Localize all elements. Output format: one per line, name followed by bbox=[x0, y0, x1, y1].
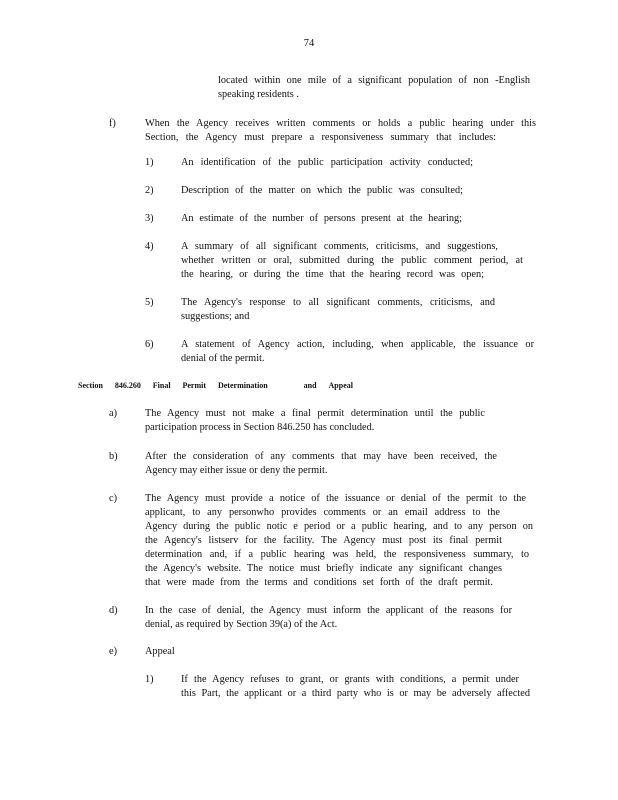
f-item-1-num: 1) bbox=[145, 157, 154, 168]
section-word-4: and bbox=[303, 381, 317, 390]
subsection-b-line-2: Agency may either issue or deny the permit. bbox=[145, 465, 328, 476]
page-number: 74 bbox=[303, 38, 315, 49]
f-item-5-num: 5) bbox=[145, 297, 154, 308]
section-number: 846.260 bbox=[114, 381, 141, 390]
subsection-c-line-5: determination and, if a public hearing was held, the responsiveness summary, to bbox=[145, 549, 529, 560]
f-item-3-line: An estimate of the number of persons present at the hearing; bbox=[181, 213, 462, 224]
subsection-d-line-2: denial, as required by Section 39(a) of the Act. bbox=[145, 619, 338, 630]
intro-line-2: speaking residents . bbox=[218, 89, 299, 100]
subsection-c-line-2: applicant, to any personwho provides comments or an email address to the bbox=[145, 507, 500, 518]
f-item-4-line-3: the hearing, or during the time that the hearing record was open; bbox=[181, 269, 484, 280]
e-item-1-line-1: If the Agency refuses to grant, or grants with conditions, a permit under bbox=[181, 674, 519, 685]
f-item-3-num: 3) bbox=[145, 213, 154, 224]
subsection-f-line-2: Section, the Agency must prepare a responsiveness summary that includes: bbox=[145, 132, 496, 143]
section-label: Section bbox=[78, 381, 103, 390]
section-word-2: Permit bbox=[182, 381, 207, 390]
section-word-3: Determination bbox=[217, 381, 268, 390]
subsection-c-line-1: The Agency must provide a notice of the issuance or denial of the permit to the bbox=[145, 493, 526, 504]
subsection-a-line-2: participation process in Section 846.250 has concluded. bbox=[145, 422, 375, 433]
subsection-c-line-3: Agency during the public notic e period or a public hearing, and to any person on bbox=[145, 521, 533, 532]
f-item-4-num: 4) bbox=[145, 241, 154, 252]
f-item-2-num: 2) bbox=[145, 185, 154, 196]
f-item-6-line-2: denial of the permit. bbox=[181, 353, 265, 364]
f-item-4-line-2: whether written or oral, submitted during the public comment period, at bbox=[181, 255, 523, 266]
section-word-5: Appeal bbox=[328, 381, 353, 390]
section-heading bbox=[78, 381, 353, 390]
subsection-e-label: e) bbox=[109, 646, 117, 657]
subsection-d-label: d) bbox=[109, 605, 118, 616]
f-item-6-line-1: A statement of Agency action, including, when applicable, the issuance or bbox=[181, 339, 534, 350]
f-item-4-line-1: A summary of all significant comments, criticisms, and suggestions, bbox=[181, 241, 498, 252]
subsection-b-label: b) bbox=[109, 451, 118, 462]
f-item-2-line: Description of the matter on which the public was consulted; bbox=[181, 185, 463, 196]
subsection-b-line-1: After the consideration of any comments that may have been received, the bbox=[145, 451, 497, 462]
subsection-c-label: c) bbox=[109, 493, 117, 504]
section-word-1: Final bbox=[152, 381, 171, 390]
e-item-1-line-2: this Part, the applicant or a third party who is or may be adversely affected bbox=[181, 688, 530, 699]
subsection-c-line-4: the Agency's listserv for the facility. The Agency must post its final permit bbox=[145, 535, 502, 546]
f-item-5-line-1: The Agency's response to all significant comments, criticisms, and bbox=[181, 297, 495, 308]
f-item-1-line: An identification of the public participation activity conducted; bbox=[181, 157, 473, 168]
e-item-1-num: 1) bbox=[145, 674, 154, 685]
subsection-c-line-7: that were made from the terms and conditions set forth of the draft permit. bbox=[145, 577, 493, 588]
subsection-f-line-1: When the Agency receives written comments or holds a public hearing under this bbox=[145, 118, 536, 129]
subsection-e-heading: Appeal bbox=[145, 646, 175, 657]
intro-line-1: located within one mile of a significant population of non -English bbox=[218, 75, 530, 86]
subsection-f-label: f) bbox=[109, 118, 116, 129]
f-item-5-line-2: suggestions; and bbox=[181, 311, 250, 322]
subsection-a-line-1: The Agency must not make a final permit determination until the public bbox=[145, 408, 485, 419]
subsection-c-line-6: the Agency's website. The notice must briefly indicate any significant changes bbox=[145, 563, 502, 574]
subsection-a-label: a) bbox=[109, 408, 117, 419]
subsection-d-line-1: In the case of denial, the Agency must inform the applicant of the reasons for bbox=[145, 605, 512, 616]
f-item-6-num: 6) bbox=[145, 339, 154, 350]
